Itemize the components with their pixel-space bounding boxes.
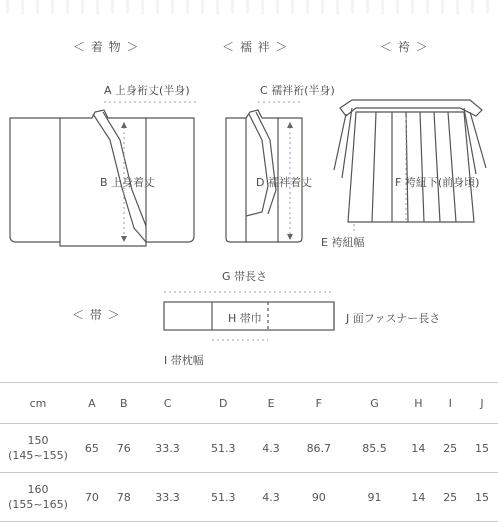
table-cell: 33.3 [140,424,196,473]
header-cell: G [347,383,403,424]
table-cell: 25 [434,473,466,522]
header-cell: D [195,383,251,424]
hakama-drawing [334,100,486,222]
header-cell: B [108,383,140,424]
label-i: I 帯枕幅 [164,354,204,367]
table-cell: 78 [108,473,140,522]
table-cell: 15 [466,473,498,522]
table-cell: 85.5 [347,424,403,473]
header-cell: I [434,383,466,424]
header-cell: H [402,383,434,424]
label-h: H 帯巾 [228,312,262,325]
table-cell: 25 [434,424,466,473]
table-cell: 65 [76,424,108,473]
table-cell: 14 [402,424,434,473]
table-cell: 33.3 [140,473,196,522]
table-cell: 51.3 [195,424,251,473]
table-cell: 4.3 [251,473,291,522]
table-header-row [0,383,498,424]
label-g: G 帯長さ [222,270,268,283]
table-cell: 91 [347,473,403,522]
header-cell: cm [0,383,76,424]
header-cell: E [251,383,291,424]
header-cell: C [140,383,196,424]
label-b: B 上身着丈 [100,176,156,189]
size-table [0,382,498,522]
table-cell: 15 [466,424,498,473]
table-cell: 14 [402,473,434,522]
label-j: J 面ファスナー長さ [346,312,441,325]
table-cell: 76 [108,424,140,473]
size-range: (155~165) [8,498,68,511]
header-cell: F [291,383,347,424]
header-cell: J [466,383,498,424]
section-title-hakama: ＜ 袴 ＞ [380,40,429,54]
label-d: D 襦袢着丈 [256,176,312,189]
label-c: C 襦袢裄(半身) [260,84,335,97]
table-cell: 70 [76,473,108,522]
label-e: E 袴紐幅 [321,236,365,249]
size-value: 150 [27,434,49,447]
section-title-juban: ＜ 襦 袢 ＞ [222,40,289,54]
table-row [0,473,498,522]
label-f: F 袴紐下(前身頃) [395,176,480,189]
size-cell [0,424,76,473]
table-cell: 51.3 [195,473,251,522]
table-cell: 90 [291,473,347,522]
header-cell: A [76,383,108,424]
size-value: 160 [27,483,49,496]
size-cell [0,473,76,522]
section-title-obi: ＜ 帯 ＞ [72,308,121,322]
table-cell: 86.7 [291,424,347,473]
label-a: A 上身裄丈(半身) [104,84,190,97]
table-row [0,424,498,473]
size-range: (145~155) [8,449,68,462]
section-title-kimono: ＜ 着 物 ＞ [73,40,140,54]
table-cell: 4.3 [251,424,291,473]
